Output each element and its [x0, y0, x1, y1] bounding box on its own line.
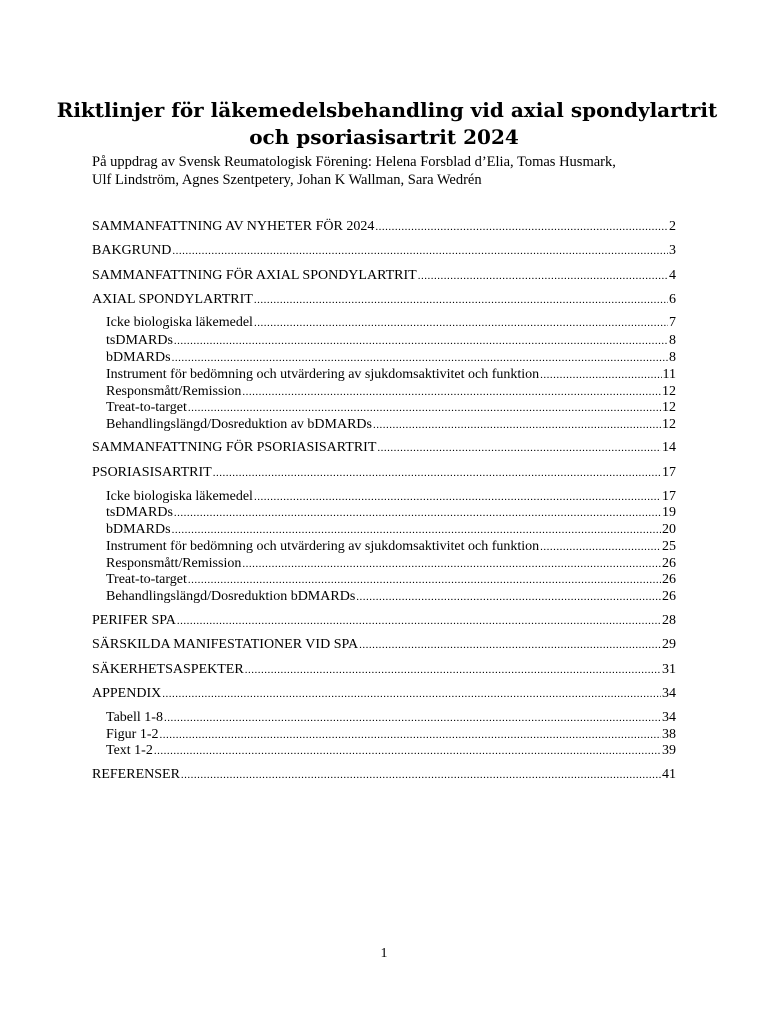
toc-entry[interactable] [106, 539, 676, 555]
toc-entry-page: 41 [662, 767, 676, 782]
toc-entry-label: Treat-to-target [106, 572, 187, 587]
toc-entry-page: 19 [662, 505, 676, 520]
toc-entry[interactable] [106, 556, 676, 572]
toc-entry-page: 38 [662, 727, 676, 742]
authors-line-1: På uppdrag av Svensk Reumatologisk Förening: Helena Forsblad d’Elia, Tomas Husmark, [92, 154, 616, 170]
toc-entry[interactable] [92, 662, 676, 678]
toc-leader-dots [213, 465, 661, 481]
toc-leader-dots [172, 522, 661, 538]
toc-leader-dots [418, 268, 668, 284]
toc-entry-page: 2 [669, 219, 676, 234]
toc-entry-page: 12 [662, 384, 676, 399]
toc-entry-page: 34 [662, 710, 676, 725]
toc-leader-dots [242, 556, 661, 572]
toc-entry-page: 26 [662, 556, 676, 571]
toc-entry[interactable] [106, 367, 676, 383]
toc-entry-page: 26 [662, 572, 676, 587]
toc-leader-dots [245, 662, 661, 678]
toc-leader-dots [375, 219, 668, 235]
title-line-2: och psoriasisartrit 2024 [249, 125, 519, 150]
toc-entry-page: 12 [662, 400, 676, 415]
toc-entry-label: Behandlingslängd/Dosreduktion av bDMARDs [106, 417, 372, 432]
toc-entry-page: 26 [662, 589, 676, 604]
toc-entry-page: 39 [662, 743, 676, 758]
toc-entry[interactable] [106, 384, 676, 400]
toc-entry-page: 11 [662, 367, 676, 382]
toc-entry-label: Instrument för bedömning och utvärdering av sjukdomsaktivitet och funktion [106, 367, 540, 382]
toc-entry-label: tsDMARDs [106, 333, 173, 348]
toc-entry-page: 25 [662, 539, 676, 554]
toc-entry[interactable] [106, 350, 676, 366]
toc-entry[interactable] [92, 268, 676, 284]
toc-leader-dots [154, 743, 661, 759]
toc-leader-dots [540, 539, 661, 555]
toc-entry-page: 7 [669, 315, 676, 330]
toc-leader-dots [373, 417, 661, 433]
toc-entry-label: SAMMANFATTNING AV NYHETER FÖR 2024 [92, 219, 375, 234]
title-line-1: Riktlinjer för läkemedelsbehandling vid axial spondylartrit [56, 98, 718, 123]
toc-entry-page: 20 [662, 522, 676, 537]
toc-entry-label: tsDMARDs [106, 505, 173, 520]
toc-entry-page: 34 [662, 686, 676, 701]
toc-entry[interactable] [106, 315, 676, 331]
toc-entry-label: Instrument för bedömning och utvärdering av sjukdomsaktivitet och funktion [106, 539, 540, 554]
toc-entry[interactable] [92, 243, 676, 259]
toc-leader-dots [177, 613, 661, 629]
toc-entry-label: Behandlingslängd/Dosreduktion bDMARDs [106, 589, 356, 604]
toc-entry-label: SAMMANFATTNING FÖR AXIAL SPONDYLARTRIT [92, 268, 417, 283]
toc-leader-dots [181, 767, 661, 783]
toc-entry-label: Icke biologiska läkemedel [106, 489, 253, 504]
toc-entry-label: Responsmått/Remission [106, 556, 242, 571]
toc-entry-page: 8 [669, 350, 676, 365]
toc-leader-dots [254, 489, 661, 505]
toc-leader-dots [254, 315, 668, 331]
toc-entry[interactable] [92, 637, 676, 653]
toc-leader-dots [540, 367, 661, 383]
toc-entry-label: BAKGRUND [92, 243, 172, 258]
toc-entry[interactable] [92, 219, 676, 235]
toc-entry-label: Icke biologiska läkemedel [106, 315, 253, 330]
toc-leader-dots [188, 572, 661, 588]
toc-entry-label: SÄRSKILDA MANIFESTATIONER VID SPA [92, 637, 359, 652]
toc-entry-label: REFERENSER [92, 767, 180, 782]
toc-entry[interactable] [92, 686, 676, 702]
toc-entry-page: 29 [662, 637, 676, 652]
toc-leader-dots [356, 589, 661, 605]
toc-entry[interactable] [106, 505, 676, 521]
toc-entry-label: Tabell 1-8 [106, 710, 163, 725]
toc-entry[interactable] [92, 292, 676, 308]
toc-entry[interactable] [106, 417, 676, 433]
toc-leader-dots [188, 400, 661, 416]
toc-entry-label: Treat-to-target [106, 400, 187, 415]
toc-entry[interactable] [92, 613, 676, 629]
toc-entry[interactable] [106, 710, 676, 726]
toc-entry-page: 14 [662, 440, 676, 455]
toc-entry-page: 3 [669, 243, 676, 258]
toc-entry-page: 17 [662, 465, 676, 480]
toc-entry-label: Text 1-2 [106, 743, 153, 758]
toc-entry-label: bDMARDs [106, 522, 171, 537]
toc-entry[interactable] [106, 489, 676, 505]
toc-entry-page: 8 [669, 333, 676, 348]
toc-leader-dots [377, 440, 661, 456]
toc-leader-dots [172, 243, 668, 259]
toc-leader-dots [242, 384, 661, 400]
authors-line-2: Ulf Lindström, Agnes Szentpetery, Johan K Wallman, Sara Wedrén [92, 172, 482, 188]
toc-entry[interactable] [92, 465, 676, 481]
toc-leader-dots [172, 350, 668, 366]
toc-entry[interactable] [92, 767, 676, 783]
toc-entry[interactable] [106, 522, 676, 538]
toc-entry[interactable] [106, 727, 676, 743]
toc-entry-label: AXIAL SPONDYLARTRIT [92, 292, 253, 307]
toc-entry[interactable] [106, 743, 676, 759]
toc-entry-page: 17 [662, 489, 676, 504]
toc-entry-label: Responsmått/Remission [106, 384, 242, 399]
toc-entry-page: 31 [662, 662, 676, 677]
toc-entry-page: 12 [662, 417, 676, 432]
toc-entry[interactable] [106, 400, 676, 416]
toc-leader-dots [164, 710, 661, 726]
toc-entry-page: 6 [669, 292, 676, 307]
toc-entry-label: Figur 1-2 [106, 727, 159, 742]
toc-entry-label: PSORIASISARTRIT [92, 465, 212, 480]
toc-entry[interactable] [106, 589, 676, 605]
toc-leader-dots [359, 637, 661, 653]
toc-entry-label: APPENDIX [92, 686, 162, 701]
toc-entry-page: 4 [669, 268, 676, 283]
toc-leader-dots [162, 686, 661, 702]
toc-entry-label: bDMARDs [106, 350, 171, 365]
toc-entry[interactable] [92, 440, 676, 456]
toc-entry-page: 28 [662, 613, 676, 628]
toc-entry[interactable] [106, 333, 676, 349]
toc-entry-label: SAMMANFATTNING FÖR PSORIASISARTRIT [92, 440, 377, 455]
toc-leader-dots [160, 727, 662, 743]
toc-leader-dots [174, 333, 668, 349]
toc-entry-label: SÄKERHETSASPEKTER [92, 662, 244, 677]
toc-entry[interactable] [106, 572, 676, 588]
page-number: 1 [380, 946, 388, 961]
toc-leader-dots [174, 505, 661, 521]
toc-leader-dots [254, 292, 668, 308]
toc-entry-label: PERIFER SPA [92, 613, 176, 628]
